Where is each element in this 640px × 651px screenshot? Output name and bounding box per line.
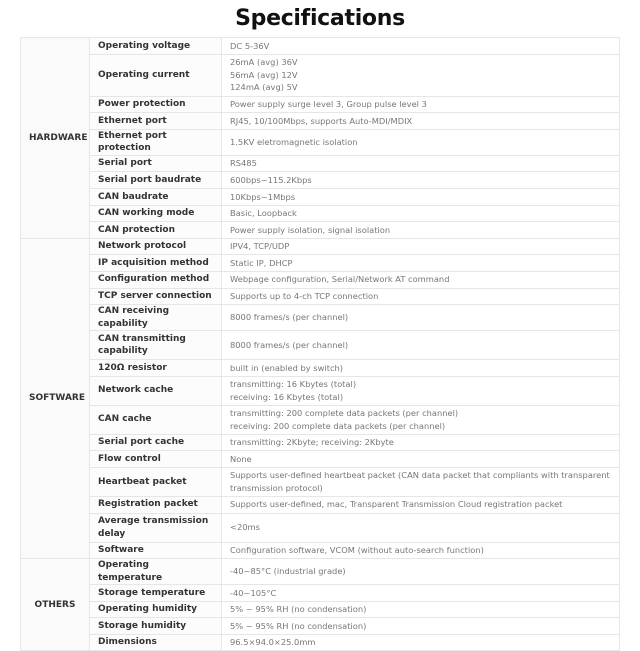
spec-value-line: Power supply isolation, signal isolation: [230, 224, 391, 235]
spec-row: [21, 405, 620, 434]
spec-value-line: RS485: [230, 158, 257, 169]
spec-row: [21, 255, 620, 272]
spec-value: [222, 585, 620, 602]
spec-label: CAN receiving capability: [90, 305, 222, 331]
spec-label: Registration packet: [90, 496, 222, 513]
spec-row: [21, 496, 620, 513]
spec-value-line: DC 5-36V: [230, 40, 270, 51]
spec-row: [21, 451, 620, 468]
spec-row: [21, 618, 620, 635]
spec-value-line: receiving: 16 Kbytes (total): [230, 391, 344, 402]
spec-value-line: 5% ~ 95% RH (no condensation): [230, 620, 367, 631]
spec-value: [222, 96, 620, 113]
spec-row: [21, 559, 620, 585]
spec-row: [21, 54, 620, 96]
spec-row: [21, 376, 620, 405]
spec-value: [222, 188, 620, 205]
spec-label: Configuration method: [90, 271, 222, 288]
spec-value-line: RJ45, 10/100Mbps, supports Auto-MDI/MDIX: [230, 115, 413, 126]
spec-label: Flow control: [90, 451, 222, 468]
spec-value-line: 56mA (avg) 12V: [230, 69, 298, 80]
spec-value: [222, 54, 620, 96]
spec-value: [222, 542, 620, 559]
spec-value-line: 5% ~ 95% RH (no condensation): [230, 604, 367, 615]
spec-row: [21, 288, 620, 305]
spec-row: [21, 205, 620, 222]
spec-label: IP acquisition method: [90, 255, 222, 272]
spec-value-line: Basic, Loopback: [230, 208, 297, 219]
spec-value: [222, 467, 620, 496]
spec-value-line: Webpage configuration, Serial/Network AT command: [230, 274, 450, 285]
spec-label: Serial port cache: [90, 434, 222, 451]
spec-row: [21, 305, 620, 331]
spec-row: [21, 188, 620, 205]
spec-value-line: 26mA (avg) 36V: [230, 57, 298, 68]
spec-label: 120Ω resistor: [90, 360, 222, 377]
spec-label: Operating voltage: [90, 38, 222, 55]
spec-label: Average transmission delay: [90, 513, 222, 542]
spec-value: [222, 155, 620, 172]
spec-row: [21, 634, 620, 651]
specifications-table: [20, 37, 620, 651]
page-title: Specifications: [235, 6, 405, 31]
spec-row: [21, 38, 620, 55]
spec-value-line: Static IP, DHCP: [230, 257, 293, 268]
spec-row: [21, 434, 620, 451]
spec-label: Heartbeat packet: [90, 467, 222, 496]
spec-row: [21, 96, 620, 113]
spec-row: [21, 129, 620, 155]
spec-label: CAN cache: [90, 405, 222, 434]
spec-value: [222, 376, 620, 405]
spec-value: [222, 451, 620, 468]
spec-value-line: Configuration software, VCOM (without auto-search function): [230, 545, 484, 556]
spec-value: [222, 222, 620, 239]
spec-value: [222, 405, 620, 434]
spec-value: [222, 305, 620, 331]
spec-value: [222, 360, 620, 377]
section-label: HARDWARE: [21, 38, 90, 239]
spec-value: [222, 38, 620, 55]
spec-value: [222, 288, 620, 305]
spec-value: [222, 129, 620, 155]
spec-value-line: 1.5KV eletromagnetic isolation: [230, 137, 358, 148]
spec-label: Operating current: [90, 54, 222, 96]
spec-label: Software: [90, 542, 222, 559]
spec-row: [21, 238, 620, 255]
spec-label: TCP server connection: [90, 288, 222, 305]
spec-value-line: transmitting: 200 complete data packets (per channel): [230, 408, 459, 419]
spec-value: [222, 113, 620, 130]
spec-value-line: Supports user-defined heartbeat packet (CAN data packet that compliants with transparent transmission protocol): [230, 470, 610, 493]
spec-value: [222, 496, 620, 513]
spec-value: [222, 271, 620, 288]
spec-row: [21, 331, 620, 360]
spec-value-line: 96.5×94.0×25.0mm: [230, 637, 316, 648]
spec-value-line: IPV4, TCP/UDP: [230, 241, 290, 252]
spec-value: [222, 618, 620, 635]
spec-value: [222, 205, 620, 222]
spec-label: Power protection: [90, 96, 222, 113]
spec-row: [21, 513, 620, 542]
spec-label: Storage humidity: [90, 618, 222, 635]
spec-row: [21, 271, 620, 288]
spec-label: CAN transmitting capability: [90, 331, 222, 360]
spec-label: Ethernet port: [90, 113, 222, 130]
spec-label: Serial port: [90, 155, 222, 172]
spec-label: Ethernet port protection: [90, 129, 222, 155]
spec-value-line: transmitting: 16 Kbytes (total): [230, 379, 357, 390]
spec-value-line: receiving: 200 complete data packets (per channel): [230, 420, 446, 431]
spec-value-line: Supports user-defined, mac, Transparent Transmission Cloud registration packet: [230, 499, 563, 510]
spec-value: [222, 434, 620, 451]
section-label: OTHERS: [21, 559, 90, 651]
spec-value-line: Supports up to 4-ch TCP connection: [230, 291, 379, 302]
spec-label: Network cache: [90, 376, 222, 405]
spec-row: [21, 360, 620, 377]
spec-value: [222, 559, 620, 585]
spec-label: CAN working mode: [90, 205, 222, 222]
spec-label: Operating temperature: [90, 559, 222, 585]
spec-row: [21, 155, 620, 172]
spec-value: [222, 634, 620, 651]
spec-value-line: Power supply surge level 3, Group pulse level 3: [230, 99, 427, 110]
spec-row: [21, 222, 620, 239]
spec-value: [222, 172, 620, 189]
spec-value-line: 8000 frames/s (per channel): [230, 339, 349, 350]
spec-value-line: 10Kbps~1Mbps: [230, 191, 296, 202]
spec-value-line: 8000 frames/s (per channel): [230, 312, 349, 323]
spec-value: [222, 331, 620, 360]
spec-value: [222, 601, 620, 618]
spec-value-line: 600bps~115.2Kbps: [230, 174, 312, 185]
spec-row: [21, 467, 620, 496]
spec-label: CAN protection: [90, 222, 222, 239]
spec-value-line: 124mA (avg) 5V: [230, 82, 298, 93]
spec-row: [21, 601, 620, 618]
spec-label: Network protocol: [90, 238, 222, 255]
spec-row: [21, 172, 620, 189]
spec-value-line: <20ms: [230, 522, 260, 533]
spec-value-line: -40~105°C: [230, 587, 277, 598]
spec-value: [222, 513, 620, 542]
spec-label: CAN baudrate: [90, 188, 222, 205]
spec-row: [21, 542, 620, 559]
spec-label: Serial port baudrate: [90, 172, 222, 189]
spec-value-line: None: [230, 453, 252, 464]
spec-value-line: built in (enabled by switch): [230, 362, 344, 373]
spec-label: Operating humidity: [90, 601, 222, 618]
spec-value-line: transmitting: 2Kbyte; receiving: 2Kbyte: [230, 437, 394, 448]
section-label: SOFTWARE: [21, 238, 90, 558]
spec-value: [222, 255, 620, 272]
spec-label: Dimensions: [90, 634, 222, 651]
spec-value-line: -40~85°C (industrial grade): [230, 566, 346, 577]
spec-row: [21, 113, 620, 130]
spec-label: Storage temperature: [90, 585, 222, 602]
spec-row: [21, 585, 620, 602]
spec-value: [222, 238, 620, 255]
